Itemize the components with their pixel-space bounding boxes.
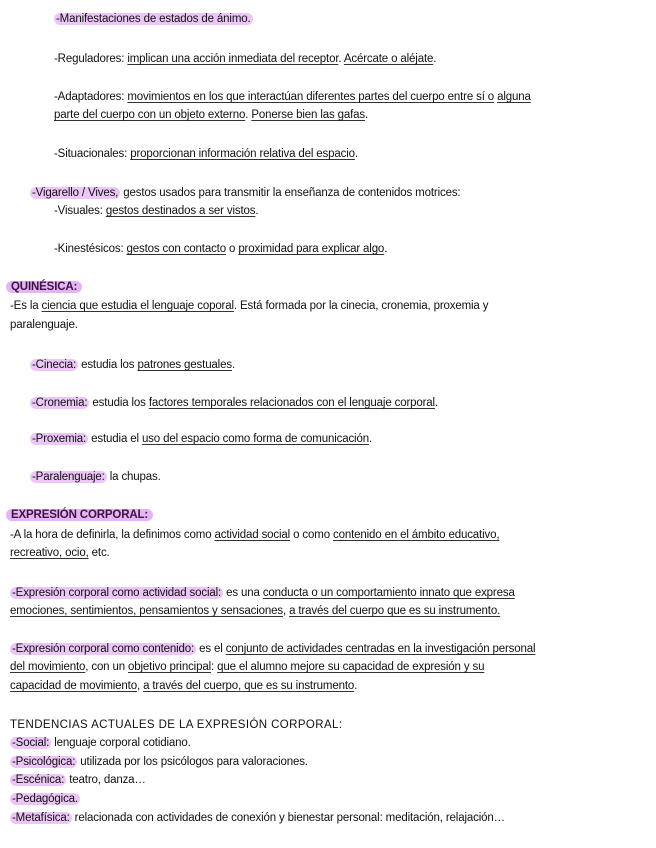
highlighted-text: -Cronemia:: [32, 397, 88, 409]
underlined-text: actividad social: [214, 529, 291, 541]
text-span: TENDENCIAS ACTUALES DE LA EXPRESIÓN CORPORAL:: [10, 719, 343, 731]
text-line: [10, 811, 505, 825]
underlined-text: parte del cuerpo con un objeto externo: [54, 109, 246, 121]
underlined-text: gestos con contacto: [126, 243, 226, 255]
text-line: [54, 147, 358, 161]
text-span: -Kinestésicos:: [54, 243, 127, 255]
underlined-text: ciencia que estudia el lenguaje coporal: [41, 300, 234, 312]
underlined-text: emociones, sentimientos, pensamientos y sensaciones: [10, 605, 283, 617]
text-line: [30, 358, 235, 372]
text-span: -Reguladores:: [54, 53, 128, 65]
text-line: [10, 755, 308, 769]
underlined-text: conjunto de actividades centradas en la investigación personal: [225, 643, 536, 655]
text-line: [10, 736, 191, 750]
text-span: .: [365, 109, 369, 121]
text-span: lenguaje corporal cotidiano.: [51, 737, 191, 749]
text-line: [10, 528, 499, 542]
highlighted-text: -Metafísica:: [12, 812, 70, 824]
text-span: -Visuales:: [54, 205, 106, 217]
section-heading: QUINÉSICA:: [6, 281, 82, 293]
text-span: o como: [290, 529, 333, 541]
text-line: [10, 718, 342, 732]
text-line: [10, 660, 484, 674]
text-span: .: [354, 148, 358, 160]
underlined-text: capacidad de movimiento: [10, 680, 137, 692]
highlighted-text: -Proxemia:: [32, 433, 87, 445]
text-span: ,: [282, 605, 290, 617]
text-span: , con un: [85, 661, 129, 673]
highlighted-text: -Paralenguaje:: [32, 471, 105, 483]
highlighted-text: -Vigarello / Vives,: [32, 187, 119, 199]
text-span: paralenguaje.: [10, 319, 78, 331]
text-span: .: [231, 359, 235, 371]
text-span: es una: [223, 587, 263, 599]
text-span: -Adaptadores:: [54, 91, 128, 103]
highlighted-text: -Pedagógica.: [12, 793, 78, 805]
text-span: .: [368, 433, 373, 445]
highlighted-text: -Manifestaciones de estados de ánimo.: [56, 13, 251, 25]
text-line: [10, 642, 535, 656]
underlined-text: movimientos en los que interactúan diferentes partes del cuerpo entre sí o: [127, 91, 495, 103]
underlined-text: proporcionan información relativa del espacio: [130, 148, 355, 160]
text-line: [10, 773, 146, 787]
text-line: [54, 204, 258, 218]
underlined-text: factores temporales relacionados con el lenguaje corporal: [148, 397, 435, 409]
text-line: [10, 546, 110, 560]
text-span: .: [433, 53, 437, 65]
underlined-text: a través del cuerpo que es su instrumento.: [289, 605, 501, 617]
underlined-text: patrones gestuales: [137, 359, 232, 371]
text-span: utilizada por los psicólogos para valoraciones.: [77, 756, 308, 768]
highlighted-text: -Cinecia:: [32, 359, 77, 371]
text-line: [30, 470, 161, 484]
text-span: .: [245, 109, 252, 121]
underlined-text: contenido en el ámbito educativo,: [333, 529, 500, 541]
text-line: [30, 432, 372, 446]
text-line: [54, 242, 387, 256]
underlined-text: alguna: [497, 91, 531, 103]
text-span: etc.: [88, 547, 110, 559]
text-line: [10, 299, 488, 313]
text-line: [54, 12, 253, 26]
underlined-text: conducta o un comportamiento innato que expresa: [262, 587, 515, 599]
text-line: [30, 186, 460, 200]
highlighted-text: -Escénica:: [12, 774, 65, 786]
text-span: estudia los: [78, 359, 138, 371]
text-line: [10, 318, 78, 332]
text-span: ,: [136, 680, 144, 692]
text-span: .: [255, 205, 259, 217]
text-line: [6, 508, 153, 522]
highlighted-text: -Social:: [12, 737, 50, 749]
section-heading: EXPRESIÓN CORPORAL:: [6, 509, 153, 521]
text-line: [54, 108, 368, 122]
text-line: [10, 604, 500, 618]
text-span: estudia el: [88, 433, 142, 445]
text-span: .: [434, 397, 439, 409]
highlighted-text: -Psicológica:: [12, 756, 76, 768]
text-line: [30, 396, 438, 410]
text-line: [6, 280, 82, 294]
underlined-text: del movimiento: [10, 661, 86, 673]
text-line: [10, 679, 357, 693]
highlighted-text: -Expresión corporal como contenido:: [12, 643, 195, 655]
underlined-text: recreativo, ocio,: [10, 547, 89, 559]
underlined-text: proximidad para explicar algo: [238, 243, 385, 255]
text-span: o: [225, 243, 239, 255]
underlined-text: uso del espacio como forma de comunicación: [141, 433, 369, 445]
text-span: .: [338, 53, 344, 65]
underlined-text: gestos destinados a ser vistos: [105, 205, 256, 217]
text-span: . Está formada por la cinecia, cronemia, proxemia y: [233, 300, 489, 312]
text-span: .: [384, 243, 388, 255]
text-span: :: [210, 661, 218, 673]
highlighted-text: -Expresión corporal como actividad social:: [12, 587, 222, 599]
text-line: [54, 52, 436, 66]
text-span: -A la hora de definirla, la definimos como: [10, 529, 215, 541]
text-line: [54, 90, 531, 104]
text-line: [10, 586, 515, 600]
text-span: es el: [196, 643, 226, 655]
underlined-text: Acércate o aléjate: [343, 53, 434, 65]
text-line: [10, 792, 80, 806]
underlined-text: objetivo principal: [128, 661, 211, 673]
text-span: -Situacionales:: [54, 148, 131, 160]
text-span: la chupas.: [106, 471, 161, 483]
underlined-text: implican una acción inmediata del receptor: [127, 53, 339, 65]
text-span: estudia los: [89, 397, 149, 409]
text-span: gestos usados para transmitir la enseñanza de contenidos motrices:: [120, 187, 461, 199]
underlined-text: Ponerse bien las gafas: [251, 109, 366, 121]
text-span: .: [354, 680, 358, 692]
text-span: relacionada con actividades de conexión y bienestar personal: meditación, relajación…: [71, 812, 505, 824]
text-span: -Es la: [10, 300, 42, 312]
underlined-text: que el alumno mejore su capacidad de expresión y su: [217, 661, 485, 673]
underlined-text: a través del cuerpo, que es su instrumento: [143, 680, 355, 692]
text-span: teatro, danza…: [66, 774, 146, 786]
